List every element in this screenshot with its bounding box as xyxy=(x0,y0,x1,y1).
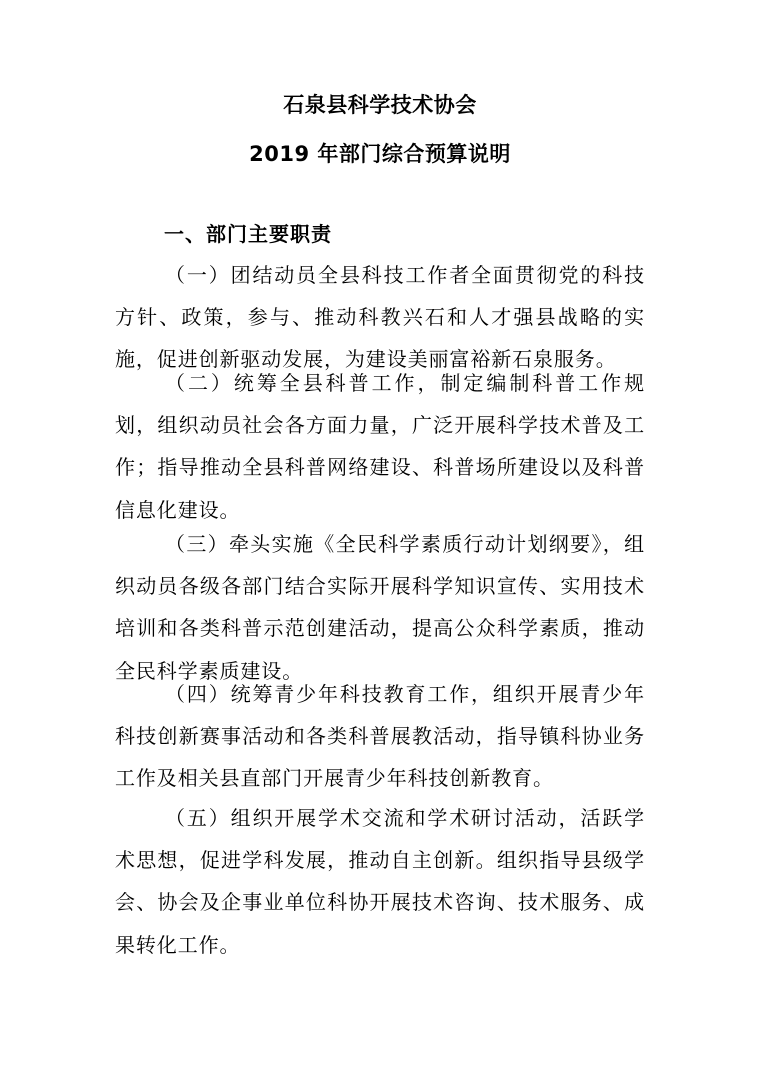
section-heading: 一、部门主要职责 xyxy=(164,222,332,246)
paragraph-duty-1: （一）团结动员全县科技工作者全面贯彻党的科技方针、政策，参与、推动科教兴石和人才强县战略的实施，促进创新驱动发展，为建设美丽富裕新石泉服务。 xyxy=(115,263,645,372)
document-title: 石泉县科学技术协会 xyxy=(283,93,477,117)
paragraph-duty-3: （三）牵头实施《全民科学素质行动计划纲要》，组织动员各级各部门结合实际开展科学知识宣传、实用技术培训和各类科普示范创建活动，提高公众科学素质，推动全民科学素质建设。 xyxy=(115,532,645,683)
paragraph-duty-2: （二）统筹全县科普工作，制定编制科普工作规划，组织动员社会各方面力量，广泛开展科学技术普及工作；指导推动全县科普网络建设、科普场所建设以及科普信息化建设。 xyxy=(115,371,645,522)
paragraph-duty-5: （五）组织开展学术交流和学术研讨活动，活跃学术思想，促进学科发展，推动自主创新。组织指导县级学会、协会及企事业单位科协开展技术咨询、技术服务、成果转化工作。 xyxy=(115,806,645,957)
document-subtitle: 2019 年部门综合预算说明 xyxy=(249,142,511,166)
paragraph-duty-4: （四）统筹青少年科技教育工作，组织开展青少年科技创新赛事活动和各类科普展教活动，指导镇科协业务工作及相关县直部门开展青少年科技创新教育。 xyxy=(115,682,645,791)
